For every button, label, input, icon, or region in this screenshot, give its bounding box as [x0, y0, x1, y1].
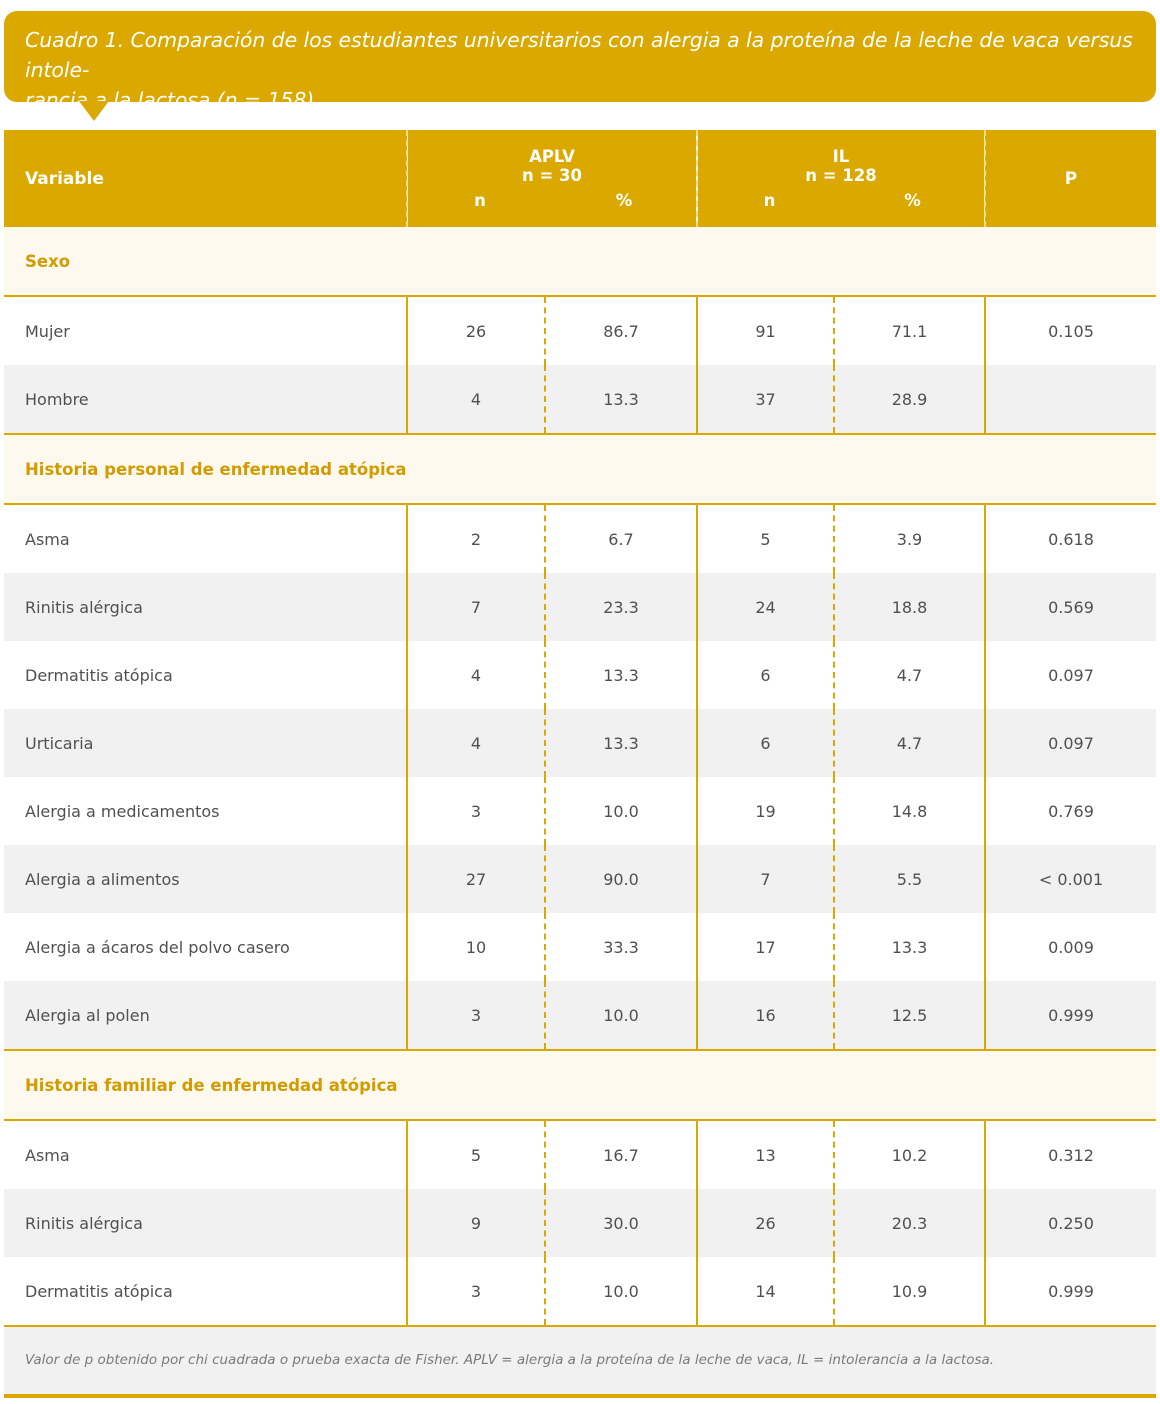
- cell-il-n: 7: [697, 845, 834, 913]
- header-aplv: [407, 130, 697, 227]
- table-caption: [4, 11, 1156, 112]
- section-label: Historia familiar de enfermedad atópica: [4, 1050, 1156, 1120]
- cell-il-pct: 3.9: [834, 504, 985, 573]
- cell-aplv-n: 5: [407, 1120, 545, 1189]
- cell-il-n: 26: [697, 1189, 834, 1257]
- cell-il-n: 37: [697, 365, 834, 434]
- row-variable: Urticaria: [4, 709, 407, 777]
- cell-il-pct: 12.5: [834, 981, 985, 1050]
- cell-il-n: 14: [697, 1257, 834, 1326]
- cell-il-pct: 13.3: [834, 913, 985, 981]
- section-row: [4, 1050, 1156, 1120]
- table-row: [4, 1189, 1156, 1257]
- cell-aplv-n: 4: [407, 365, 545, 434]
- cell-p: 0.999: [985, 981, 1156, 1050]
- cell-il-pct: 71.1: [834, 296, 985, 365]
- cell-p: 0.105: [985, 296, 1156, 365]
- header-row: [4, 130, 1156, 227]
- table-row: [4, 296, 1156, 365]
- cell-aplv-pct: 90.0: [545, 845, 697, 913]
- title-line-2: rancia a la lactosa (n = 158): [25, 88, 315, 112]
- cell-aplv-n: 4: [407, 641, 545, 709]
- cell-il-n: 24: [697, 573, 834, 641]
- cell-il-pct: 4.7: [834, 641, 985, 709]
- cell-aplv-n: 26: [407, 296, 545, 365]
- cell-il-n: 13: [697, 1120, 834, 1189]
- row-variable: Mujer: [4, 296, 407, 365]
- cell-il-pct: 5.5: [834, 845, 985, 913]
- table-row: [4, 981, 1156, 1050]
- header-il-name: IL: [832, 147, 850, 166]
- row-variable: Hombre: [4, 365, 407, 434]
- table-title: [25, 25, 1134, 115]
- row-variable: Alergia a alimentos: [4, 845, 407, 913]
- cell-aplv-pct: 13.3: [545, 365, 697, 434]
- section-label: Sexo: [4, 227, 1156, 296]
- cell-aplv-pct: 13.3: [545, 709, 697, 777]
- row-variable: Asma: [4, 504, 407, 573]
- table-footnote: Valor de p obtenido por chi cuadrada o prueba exacta de Fisher. APLV = alergia a la proteína de la leche de vaca, IL = intolerancia a la lactosa.: [4, 1327, 1156, 1394]
- row-variable: Alergia a medicamentos: [4, 777, 407, 845]
- cell-aplv-pct: 30.0: [545, 1189, 697, 1257]
- cell-aplv-n: 3: [407, 1257, 545, 1326]
- cell-il-n: 6: [697, 641, 834, 709]
- header-il-pct: %: [904, 191, 921, 210]
- comparison-table: [4, 130, 1156, 1327]
- cell-il-pct: 20.3: [834, 1189, 985, 1257]
- section-label: Historia personal de enfermedad atópica: [4, 434, 1156, 504]
- cell-aplv-pct: 13.3: [545, 641, 697, 709]
- row-variable: Alergia al polen: [4, 981, 407, 1050]
- cell-il-n: 91: [697, 296, 834, 365]
- row-variable: Asma: [4, 1120, 407, 1189]
- header-il-total: n = 128: [805, 166, 877, 185]
- cell-p: 0.009: [985, 913, 1156, 981]
- table-row: [4, 777, 1156, 845]
- table-row: [4, 1120, 1156, 1189]
- header-il-n: n: [763, 191, 776, 210]
- cell-p: 0.097: [985, 709, 1156, 777]
- table-row: [4, 641, 1156, 709]
- cell-p: 0.097: [985, 641, 1156, 709]
- section-row: [4, 227, 1156, 296]
- cell-il-n: 19: [697, 777, 834, 845]
- caption-pointer: [79, 101, 109, 121]
- cell-aplv-n: 9: [407, 1189, 545, 1257]
- cell-aplv-pct: 86.7: [545, 296, 697, 365]
- cell-il-pct: 14.8: [834, 777, 985, 845]
- cell-p: 0.999: [985, 1257, 1156, 1326]
- cell-aplv-n: 27: [407, 845, 545, 913]
- cell-aplv-pct: 6.7: [545, 504, 697, 573]
- cell-aplv-pct: 16.7: [545, 1120, 697, 1189]
- cell-aplv-n: 2: [407, 504, 545, 573]
- cell-aplv-pct: 10.0: [545, 981, 697, 1050]
- table-row: [4, 913, 1156, 981]
- cell-aplv-n: 7: [407, 573, 545, 641]
- cell-aplv-n: 10: [407, 913, 545, 981]
- cell-p: < 0.001: [985, 845, 1156, 913]
- cell-il-pct: 4.7: [834, 709, 985, 777]
- cell-il-pct: 28.9: [834, 365, 985, 434]
- header-variable: Variable: [25, 168, 104, 189]
- cell-p: 0.250: [985, 1189, 1156, 1257]
- cell-il-n: 6: [697, 709, 834, 777]
- cell-p: 0.769: [985, 777, 1156, 845]
- header-il: [697, 130, 985, 227]
- cell-aplv-n: 3: [407, 777, 545, 845]
- header-aplv-n: n: [474, 191, 486, 210]
- cell-p: 0.618: [985, 504, 1156, 573]
- cell-aplv-n: 3: [407, 981, 545, 1050]
- cell-aplv-pct: 33.3: [545, 913, 697, 981]
- table-body: [4, 227, 1156, 1326]
- cell-p: 0.312: [985, 1120, 1156, 1189]
- cell-il-pct: 10.9: [834, 1257, 985, 1326]
- row-variable: Alergia a ácaros del polvo casero: [4, 913, 407, 981]
- table-row: [4, 573, 1156, 641]
- table-row: [4, 845, 1156, 913]
- section-row: [4, 434, 1156, 504]
- header-p: P: [985, 130, 1156, 227]
- cell-il-pct: 18.8: [834, 573, 985, 641]
- title-line-1: Cuadro 1. Comparación de los estudiantes universitarios con alergia a la proteína de la leche de vaca versus intole-: [25, 28, 1133, 82]
- header-aplv-total: n = 30: [521, 166, 583, 185]
- header-aplv-pct: %: [615, 191, 633, 210]
- row-variable: Rinitis alérgica: [4, 1189, 407, 1257]
- cell-il-pct: 10.2: [834, 1120, 985, 1189]
- table-row: [4, 504, 1156, 573]
- header-aplv-name: APLV: [529, 147, 575, 166]
- cell-il-n: 16: [697, 981, 834, 1050]
- cell-il-n: 5: [697, 504, 834, 573]
- row-variable: Dermatitis atópica: [4, 1257, 407, 1326]
- table-row: [4, 365, 1156, 434]
- cell-p: [985, 365, 1156, 434]
- table-row: [4, 709, 1156, 777]
- cell-aplv-pct: 10.0: [545, 777, 697, 845]
- row-variable: Dermatitis atópica: [4, 641, 407, 709]
- cell-aplv-pct: 10.0: [545, 1257, 697, 1326]
- table-row: [4, 1257, 1156, 1326]
- cell-il-n: 17: [697, 913, 834, 981]
- cell-aplv-n: 4: [407, 709, 545, 777]
- row-variable: Rinitis alérgica: [4, 573, 407, 641]
- cell-p: 0.569: [985, 573, 1156, 641]
- bottom-rule: [4, 1394, 1156, 1398]
- cell-aplv-pct: 23.3: [545, 573, 697, 641]
